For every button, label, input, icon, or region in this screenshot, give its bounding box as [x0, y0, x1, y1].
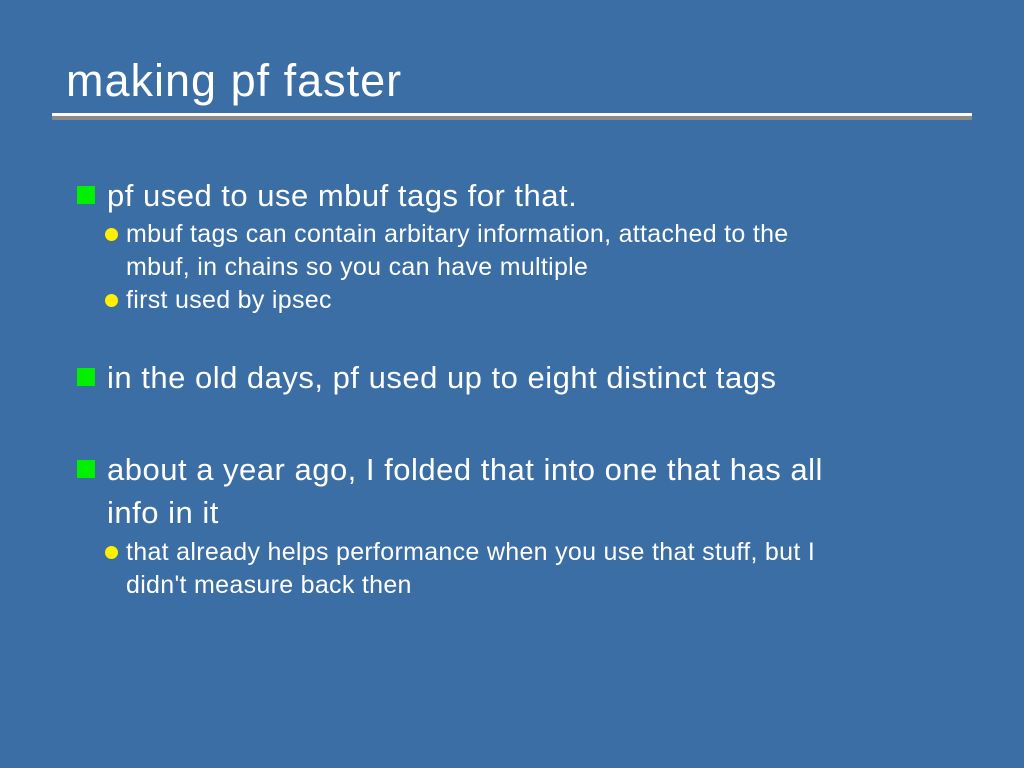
bullet-square-icon — [77, 186, 95, 204]
slide-title: making pf faster — [66, 55, 403, 106]
sub-bullet-text — [126, 218, 789, 284]
bullet-line: mbuf, in chains so you can have multiple — [126, 253, 589, 281]
bullet-dot-icon — [105, 546, 118, 559]
bullet-item — [77, 174, 577, 217]
bullet-line: info in it — [107, 495, 219, 530]
bullet-item — [77, 448, 823, 534]
bullet-line: about a year ago, I folded that into one that has all — [107, 452, 823, 487]
bullet-square-icon — [77, 368, 95, 386]
bullet-item — [77, 356, 777, 399]
bullet-line: in the old days, pf used up to eight distinct tags — [107, 360, 777, 395]
sub-bullet-item — [105, 218, 789, 284]
sub-bullet-text — [126, 536, 815, 602]
bullet-dot-icon — [105, 228, 118, 241]
bullet-line: mbuf tags can contain arbitary information, attached to the — [126, 220, 789, 248]
sub-bullet-item — [105, 284, 332, 317]
title-underline-rule — [52, 113, 972, 120]
sub-bullet-item — [105, 536, 815, 602]
bullet-dot-icon — [105, 294, 118, 307]
bullet-line: that already helps performance when you use that stuff, but I — [126, 538, 816, 566]
bullet-line: didn't measure back then — [126, 571, 412, 599]
bullet-line: pf used to use mbuf tags for that. — [107, 178, 578, 213]
sub-bullet-text — [126, 284, 332, 317]
bullet-square-icon — [77, 460, 95, 478]
bullet-text — [107, 448, 823, 534]
bullet-text — [107, 356, 777, 399]
bullet-text — [107, 174, 577, 217]
bullet-line: first used by ipsec — [126, 286, 332, 314]
